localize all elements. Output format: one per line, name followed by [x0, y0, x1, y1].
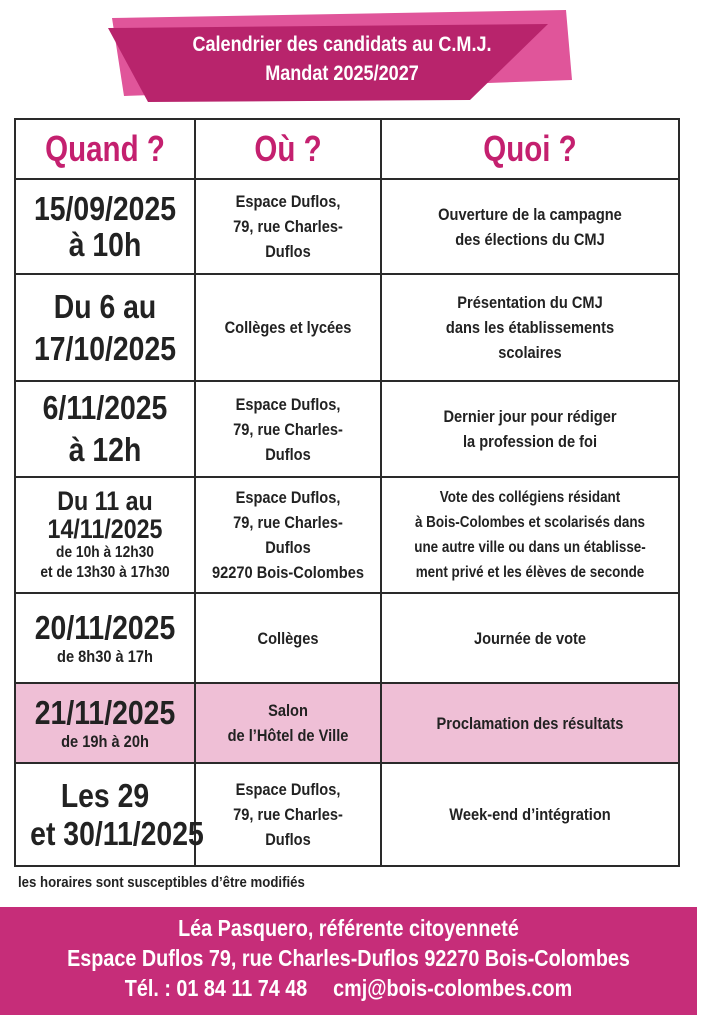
when-date: 6/11/2025 — [42, 389, 168, 426]
when-date: et 30/11/2025 — [30, 814, 204, 852]
cell-where — [195, 274, 381, 381]
column-header-where: Où ? — [195, 119, 381, 179]
cell-when — [15, 179, 195, 274]
when-time: de 19h à 20h — [61, 731, 149, 751]
cell-where — [195, 763, 381, 866]
table-row — [15, 381, 679, 477]
when-date: 21/11/2025 — [34, 693, 176, 731]
where-line: 79, rue Charles-Duflos — [233, 805, 343, 849]
table-row — [15, 477, 679, 593]
what-line: une autre ville ou dans un établisse- — [414, 539, 646, 556]
when-time: à 10h — [68, 225, 142, 263]
cell-when — [15, 763, 204, 866]
what-line: des élections du CMJ — [455, 229, 605, 249]
title-line-2: Mandat 2025/2027 — [265, 62, 419, 85]
where-line: Collèges — [257, 628, 319, 648]
where-line: 79, rue Charles-Duflos — [233, 419, 343, 464]
schedule-disclaimer: les horaires sont susceptibles d’être modifiés — [18, 874, 305, 891]
cell-where — [195, 593, 381, 683]
contact-email[interactable]: cmj@bois-colombes.com — [333, 975, 573, 1001]
where-line: Espace Duflos, — [235, 192, 341, 211]
title-line-1: Calendrier des candidats au C.M.J. — [192, 33, 492, 56]
column-header-when: Quand ? — [15, 119, 195, 179]
table-row — [15, 179, 679, 274]
when-date: Du 11 au — [57, 486, 153, 516]
cell-when — [15, 593, 195, 683]
when-date: 20/11/2025 — [34, 608, 176, 646]
when-time: et de 13h30 à 17h30 — [40, 564, 170, 581]
where-line: de l’Hôtel de Ville — [227, 726, 349, 745]
what-line: Journée de vote — [473, 628, 587, 648]
where-line: Espace Duflos, — [235, 488, 341, 507]
cell-when — [15, 381, 195, 477]
cell-what — [381, 593, 679, 683]
what-line: Présentation du CMJ — [457, 293, 603, 312]
what-line: dans les établissements — [445, 318, 615, 337]
cell-when — [15, 274, 195, 381]
what-line: Dernier jour pour rédiger — [443, 407, 617, 426]
what-line: à Bois-Colombes et scolarisés dans — [414, 514, 646, 531]
cell-where — [195, 477, 381, 593]
cell-what — [381, 477, 679, 593]
table-header-row — [15, 119, 679, 179]
table-row-highlighted — [15, 683, 679, 763]
what-line: Proclamation des résultats — [436, 713, 624, 733]
cell-what — [381, 381, 679, 477]
contact-address: Espace Duflos 79, rue Charles-Duflos 92270 Bois-Colombes — [67, 945, 630, 971]
when-date: 15/09/2025 — [33, 189, 177, 227]
what-line: Ouverture de la campagne — [438, 204, 622, 224]
cell-where — [195, 179, 381, 274]
where-line: 79, rue Charles-Duflos — [233, 217, 343, 261]
where-line: Salon — [268, 701, 308, 720]
where-line: 79, rue Charles-Duflos — [233, 513, 343, 557]
when-date: 17/10/2025 — [33, 329, 177, 367]
contact-name: Léa Pasquero, référente citoyenneté — [178, 915, 519, 941]
when-time: de 8h30 à 17h — [57, 646, 153, 666]
cell-what — [381, 683, 679, 763]
cell-when — [15, 683, 195, 763]
table-row — [15, 274, 679, 381]
where-line: Espace Duflos, — [235, 780, 341, 799]
what-line: ment privé et les élèves de seconde — [415, 564, 645, 581]
where-line: 92270 Bois-Colombes — [212, 563, 364, 582]
where-line: Collèges et lycées — [224, 318, 352, 337]
when-date: Du 6 au — [53, 287, 157, 325]
page-title — [144, 30, 540, 88]
cell-when — [15, 477, 195, 593]
title-banner — [0, 0, 705, 110]
table-row — [15, 763, 679, 866]
calendar-table — [14, 118, 680, 867]
what-line: scolaires — [498, 343, 562, 362]
column-header-what: Quoi ? — [381, 119, 679, 179]
table-row — [15, 593, 679, 683]
what-line: Vote des collégiens résidant — [439, 489, 621, 506]
contact-phone-email — [49, 973, 648, 1003]
when-time: à 12h — [68, 431, 142, 468]
cell-where — [195, 381, 381, 477]
when-date: 14/11/2025 — [47, 514, 163, 544]
where-line: Espace Duflos, — [235, 394, 341, 414]
contact-footer — [0, 907, 697, 1015]
cell-where — [195, 683, 381, 763]
cell-what — [381, 274, 679, 381]
cell-what — [381, 179, 679, 274]
what-line: Week-end d’intégration — [449, 805, 611, 824]
when-time: de 10h à 12h30 — [56, 544, 154, 561]
cell-what — [381, 763, 679, 866]
what-line: la profession de foi — [462, 432, 598, 451]
when-date: Les 29 — [60, 776, 150, 814]
contact-phone: Tél. : 01 84 11 74 48 — [124, 975, 308, 1001]
